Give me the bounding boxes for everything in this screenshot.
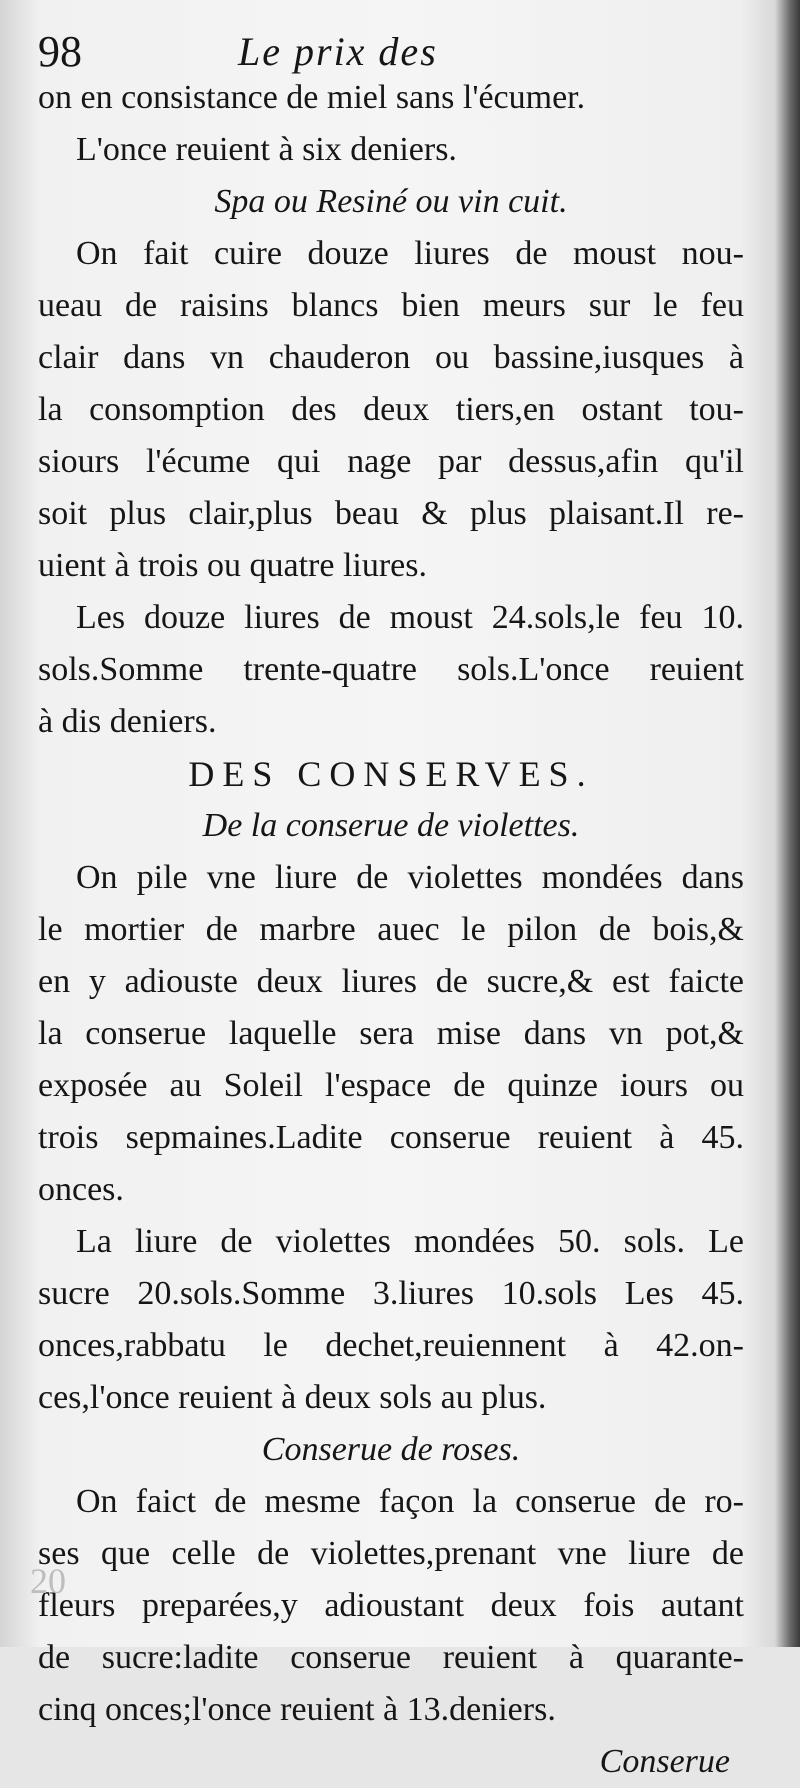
page-number: 98 bbox=[38, 27, 82, 76]
text-line: à dis deniers. bbox=[38, 703, 217, 740]
text-line: la conserue laquelle sera mise dans vn pot,& bbox=[38, 1015, 744, 1052]
text-line: L'once reuient à six deniers. bbox=[76, 131, 457, 168]
text-line: fleurs preparées,y adioustant deux fois autant bbox=[38, 1587, 744, 1624]
text-line: sols.Somme trente-quatre sols.L'once reuient bbox=[38, 651, 744, 688]
text-line: cinq onces;l'once reuient à 13.deniers. bbox=[38, 1691, 556, 1728]
text-line: onces,rabbatu le dechet,reuiennent à 42.on- bbox=[38, 1327, 744, 1364]
text-line: en y adiouste deux liures de sucre,& est faicte bbox=[38, 963, 744, 1000]
text-line: uient à trois ou quatre liures. bbox=[38, 547, 428, 584]
text-line: on en consistance de miel sans l'écumer. bbox=[38, 79, 586, 116]
text-line: le mortier de marbre auec le pilon de bois,& bbox=[38, 911, 744, 948]
text-line: On faict de mesme façon la conserue de ro- bbox=[76, 1483, 744, 1520]
subheading-spa: Spa ou Resiné ou vin cuit. bbox=[214, 183, 568, 220]
text-line: On pile vne liure de violettes mondées dans bbox=[76, 859, 744, 896]
text-line: onces. bbox=[38, 1171, 124, 1208]
body-text bbox=[38, 72, 744, 1788]
text-line: Les douze liures de moust 24.sols,le feu 10. bbox=[76, 599, 744, 636]
bleed-through-text: 20 bbox=[30, 1561, 66, 1601]
text-line: la consomption des deux tiers,en ostant tou- bbox=[38, 391, 744, 428]
text-line: sucre 20.sols.Somme 3.liures 10.sols Les 45. bbox=[38, 1275, 744, 1312]
text-line: On fait cuire douze liures de moust nou- bbox=[76, 235, 744, 272]
text-line: clair dans vn chauderon ou bassine,iusques à bbox=[38, 339, 744, 376]
text-line: La liure de violettes mondées 50. sols. Le bbox=[76, 1223, 744, 1260]
text-line: exposée au Soleil l'espace de quinze iours ou bbox=[38, 1067, 744, 1104]
text-line: ses que celle de violettes,prenant vne liure de bbox=[38, 1535, 744, 1572]
catchword: Conserue bbox=[599, 1743, 730, 1780]
text-line: soit plus clair,plus beau & plus plaisant.Il re- bbox=[38, 495, 744, 532]
page-header bbox=[0, 18, 780, 78]
subheading-violettes: De la conserue de violettes. bbox=[202, 807, 580, 844]
text-line: ueau de raisins blancs bien meurs sur le feu bbox=[38, 287, 744, 324]
text-line: de sucre:ladite conserue reuient à quarante- bbox=[38, 1639, 744, 1676]
text-line: siours l'écume qui nage par dessus,afin qu'il bbox=[38, 443, 744, 480]
text-line: ces,l'once reuient à deux sols au plus. bbox=[38, 1379, 547, 1416]
running-title: Le prix des bbox=[238, 29, 438, 74]
section-heading: DES CONSERVES. bbox=[188, 754, 594, 794]
text-line: trois sepmaines.Ladite conserue reuient à 45. bbox=[38, 1119, 744, 1156]
subheading-roses: Conserue de roses. bbox=[261, 1431, 521, 1468]
